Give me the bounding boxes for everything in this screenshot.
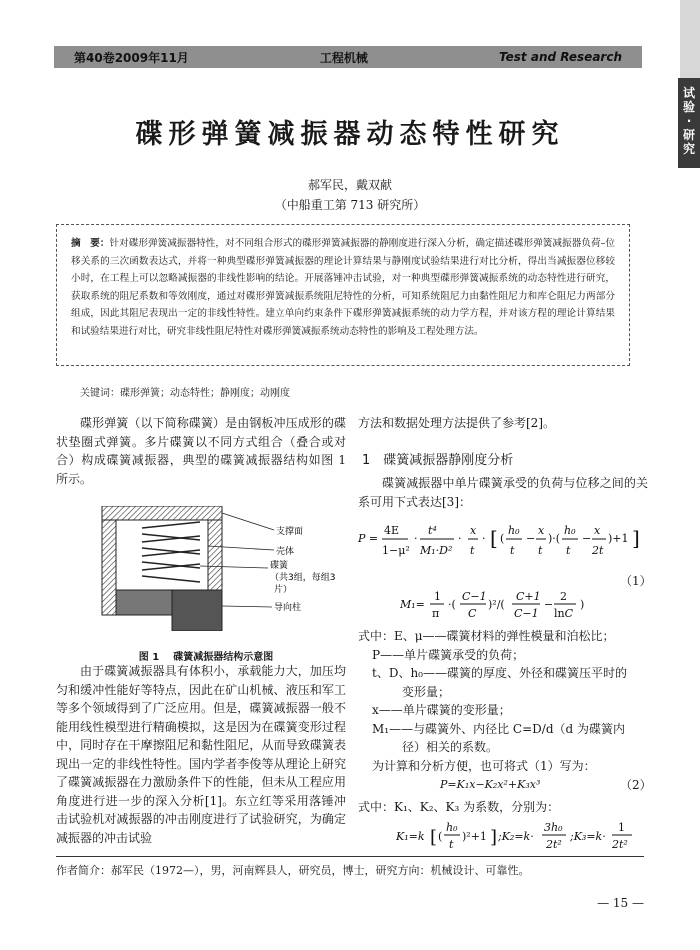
equation-1-number: （1） bbox=[620, 574, 652, 588]
svg-text:π: π bbox=[432, 607, 440, 620]
svg-text:C−1: C−1 bbox=[462, 590, 487, 603]
svg-text:[: [ bbox=[430, 827, 438, 848]
label-guide: 导向柱 bbox=[274, 603, 302, 613]
svg-text:·: · bbox=[482, 532, 486, 545]
svg-text:−: − bbox=[582, 532, 592, 545]
page-edge-shade bbox=[680, 0, 700, 78]
def-p: P——单片碟簧承受的负荷； bbox=[372, 647, 525, 662]
housing-base bbox=[116, 590, 172, 615]
guide-column bbox=[172, 590, 222, 631]
svg-text:h₀: h₀ bbox=[508, 524, 520, 537]
housing-wall bbox=[102, 520, 116, 615]
def-m1: M₁——与碟簧外、内径比 C=D/d（d 为碟簧内 bbox=[372, 721, 625, 736]
svg-text:x: x bbox=[470, 524, 477, 537]
label-housing: 壳体 bbox=[276, 547, 295, 557]
issue-label: 第40卷2009年11月 bbox=[74, 50, 189, 65]
svg-text:P =: P = bbox=[358, 532, 379, 545]
left-column-top bbox=[56, 414, 346, 488]
section-heading-1: 1 碟簧减振器静刚度分析 bbox=[362, 453, 514, 468]
paper-title: 碟形弹簧减振器动态特性研究 bbox=[135, 119, 565, 150]
def-x: x——单片碟簧的变形量； bbox=[372, 703, 511, 717]
right-column-top bbox=[358, 414, 648, 433]
coefficient-intro bbox=[358, 798, 658, 817]
def-t-d-h0-cont: 变形量； bbox=[402, 684, 451, 699]
paragraph-intro: 碟形弹簧（以下简称碟簧）是由钢板冲压成形的碟状垫圈式弹簧。多片碟簧以不同方式组合（叠合或对合）构成碟簧减振器，典型的碟簧减振器结构如图 1 所示。 bbox=[56, 416, 346, 486]
paragraph-ref: 方法和数据处理方法提供了参考[2]。 bbox=[358, 416, 555, 430]
running-header bbox=[54, 46, 642, 68]
svg-text:−: − bbox=[544, 598, 554, 611]
svg-text:2t: 2t bbox=[592, 544, 604, 557]
support-plate bbox=[102, 506, 222, 520]
svg-text:h₀: h₀ bbox=[446, 821, 458, 834]
label-spring: 碟簧 bbox=[270, 561, 289, 571]
svg-text:(: ( bbox=[500, 532, 505, 545]
svg-text:h₀: h₀ bbox=[564, 524, 576, 537]
label-spring-groups: （共3组，每组3 bbox=[270, 573, 336, 583]
label-spring-pieces: 片） bbox=[274, 585, 293, 595]
svg-text:1: 1 bbox=[618, 821, 625, 834]
svg-text:C−1: C−1 bbox=[514, 607, 539, 620]
abstract-box bbox=[56, 224, 630, 366]
svg-text:K₁=k: K₁=k bbox=[396, 830, 425, 843]
journal-name: 工程机械 bbox=[319, 50, 368, 65]
symbol-definitions bbox=[358, 627, 658, 775]
svg-text:t: t bbox=[510, 544, 515, 557]
abstract-label: 摘 要： bbox=[71, 238, 110, 249]
svg-text:t: t bbox=[538, 544, 543, 557]
svg-text:]: ] bbox=[490, 827, 498, 848]
equation-k-coefficients bbox=[396, 816, 646, 856]
svg-text:(: ( bbox=[438, 830, 443, 843]
svg-text:)+1: )+1 bbox=[608, 532, 629, 545]
svg-text:·: · bbox=[414, 532, 418, 545]
svg-text:2: 2 bbox=[560, 590, 567, 603]
def-e-mu: 式中：E、μ——碟簧材料的弹性模量和泊松比； bbox=[358, 629, 615, 643]
authors: 郝军民，戴双献 bbox=[307, 178, 392, 192]
svg-text:lnC: lnC bbox=[554, 607, 574, 620]
equation-m1 bbox=[400, 584, 620, 624]
def-m1-cont: 径）相关的系数。 bbox=[402, 740, 499, 754]
left-column-bottom bbox=[56, 662, 346, 847]
paragraph-static-stiffness: 碟簧减振器中单片碟簧承受的负荷与位移之间的关系可用下式表达[3]： bbox=[358, 476, 648, 509]
side-tab-sep: · bbox=[686, 114, 692, 128]
keywords: 关键词：碟形弹簧；动态特性；静刚度；动刚度 bbox=[80, 388, 290, 399]
svg-text:4E: 4E bbox=[384, 524, 400, 537]
figure-1-caption bbox=[60, 648, 352, 663]
svg-text:x: x bbox=[594, 524, 601, 537]
svg-text:;K₂=k·: ;K₂=k· bbox=[498, 830, 534, 843]
svg-text:)·(: )·( bbox=[548, 532, 561, 545]
svg-text:t⁴: t⁴ bbox=[428, 524, 437, 537]
svg-text:;K₃=k·: ;K₃=k· bbox=[570, 830, 606, 843]
svg-text:t: t bbox=[449, 838, 454, 851]
paragraph-rewrite: 为计算和分析方便，也可将式（1）写为： bbox=[372, 758, 596, 773]
page-number: — 15 — bbox=[597, 896, 644, 910]
svg-text:M₁=: M₁= bbox=[400, 598, 425, 611]
svg-text:−: − bbox=[526, 532, 536, 545]
svg-text:·: · bbox=[458, 532, 462, 545]
svg-text:)²/(: )²/( bbox=[488, 598, 505, 611]
side-tab-line2: 研究 bbox=[682, 128, 695, 156]
svg-text:): ) bbox=[580, 598, 585, 611]
svg-text:t: t bbox=[470, 544, 475, 557]
svg-text:1−μ²: 1−μ² bbox=[382, 544, 410, 557]
svg-text:2t²: 2t² bbox=[612, 838, 628, 851]
svg-text:1: 1 bbox=[434, 590, 441, 603]
svg-text:x: x bbox=[538, 524, 545, 537]
def-t-d-h0: t、D、h₀——碟簧的厚度、外径和碟簧压平时的 bbox=[372, 666, 627, 680]
svg-text:]: ] bbox=[632, 526, 640, 550]
author-footnote: 作者简介：郝军民（1972—），男，河南辉县人，研究员，博士，研究方向：机械设计、可靠性。 bbox=[56, 864, 530, 877]
abstract-text: 针对碟形弹簧减振器特性，对不同组合形式的碟形弹簧减振器的静刚度进行深入分析，确定描述碟形弹簧减振器负荷–位移关系的三次函数表达式，并将一种典型碟形弹簧减振器的理论计算结果与静刚度试验结果进行对比分析，得出当减振器位移较小时，在工程上可以忽略减振器的非线性影响的结论。开展落锤冲击试验，对一种典型碟形弹簧减振系统的动态特性进行研究，获取系统的阻尼系数和等效刚度，通过对碟形弹簧减振系统阻尼特性的分析，可知系统阻尼力由黏性阻尼力和库仑阻尼力两部分组成，因此其阻尼表现出一定的非线性特性。建立单向约束条件下碟形弹簧减振系统的动力学方程，并对该方程的理论计算结果和试验结果进行对比，研究非线性阻尼特性对碟形弹簧减振系统动态特性的影响及工程处理方法。 bbox=[71, 238, 615, 337]
disc-spring-stack bbox=[142, 522, 200, 582]
caption-text: 碟簧减振器结构示意图 bbox=[173, 652, 274, 663]
side-tab-line1: 试验 bbox=[682, 86, 695, 114]
svg-text:C: C bbox=[468, 607, 477, 620]
figure-1-diagram bbox=[62, 506, 352, 631]
footnote-rule bbox=[56, 856, 644, 857]
journal-section-en: Test and Research bbox=[499, 50, 622, 64]
svg-text:t: t bbox=[566, 544, 571, 557]
def-k: 式中：K₁、K₂、K₃ 为系数，分别为： bbox=[358, 800, 560, 814]
equation-1 bbox=[358, 512, 648, 570]
equation-2-number: （2） bbox=[620, 778, 652, 792]
svg-text:C+1: C+1 bbox=[516, 590, 541, 603]
svg-text:[: [ bbox=[490, 526, 498, 550]
svg-text:M₁·D²: M₁·D² bbox=[420, 544, 453, 557]
label-support: 支撑面 bbox=[276, 527, 304, 537]
affiliation: （中船重工第 713 研究所） bbox=[274, 198, 426, 212]
caption-number: 图 1 bbox=[138, 652, 160, 663]
paragraph-applications: 由于碟簧减振器具有体积小，承载能力大，加压均匀和缓冲性能好等特点，因此在矿山机械、液压和军工等多个领域得到了广泛应用。但是，碟簧减振器一般不能用线性模型进行精确模拟，这是因为在碟簧变形过程中，同时存在干摩擦阻尼和黏性阻尼，从而导致碟簧表现出一定的非线性特性。国内学者李俊等从理论上研究了碟簧减振器在力激励条件下的性能，但未从工程应用角度进行进一步的深入分析[1]。东立红等采用落锤冲击试验机对减振器的冲击刚度进行了试验研究，为确定减振器的冲击试验 bbox=[56, 664, 346, 845]
equation-2: P=K₁x−K₂x²+K₃x³ bbox=[440, 778, 541, 791]
right-column-intro bbox=[358, 474, 648, 511]
housing-wall-right bbox=[208, 520, 222, 590]
svg-text:·(: ·( bbox=[448, 598, 456, 611]
svg-text:)²+1: )²+1 bbox=[462, 830, 487, 843]
svg-text:3h₀: 3h₀ bbox=[544, 821, 563, 834]
svg-text:2t²: 2t² bbox=[546, 838, 562, 851]
